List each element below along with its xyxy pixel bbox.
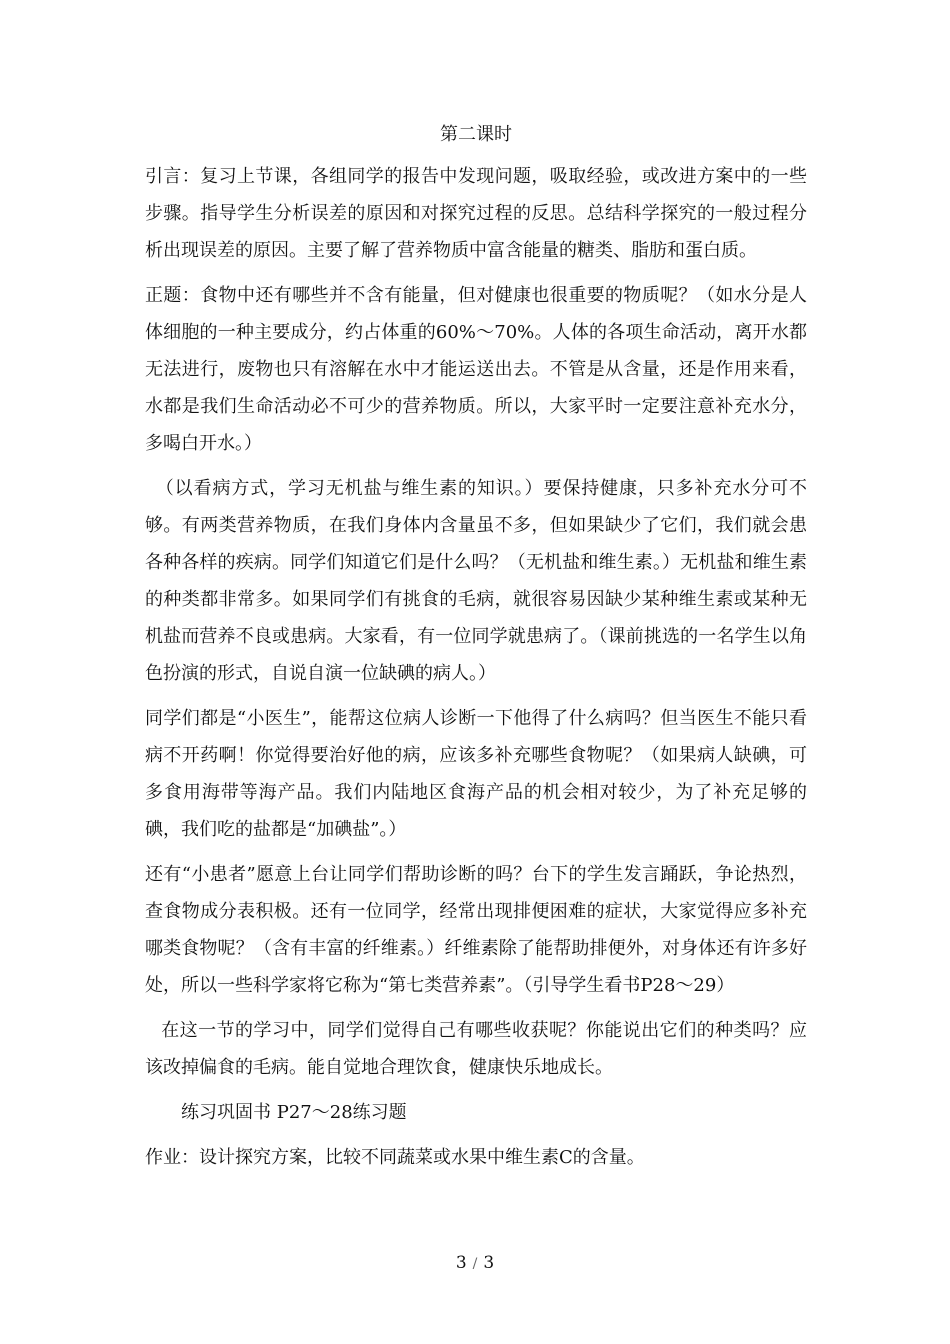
fiber-paragraph: 还有“小患者”愿意上台让同学们帮助诊断的吗？台下的学生发言踊跃，争论热烈，查食物成分表积极。还有一位同学，经常出现排便困难的症状，大家觉得应多补充哪类食物呢？（含有丰富的纤维素。）纤维素除了能帮助排便外，对身体还有许多好处，所以一些科学家将它称为“第七类营养素”。（引导学生看书P28～29） [145, 864, 807, 996]
doctor-paragraph: 同学们都是“小医生”，能帮这位病人诊断一下他得了什么病吗？但当医生不能只看病不开药啊！你觉得要治好他的病，应该多补充哪些食物呢？（如果病人缺碘，可多食用海带等海产品。我们内陆地区食海产品的机会相对较少，为了补充足够的碘，我们吃的盐都是“加碘盐”。） [145, 708, 807, 840]
practice-paragraph: 练习巩固书 P27～28练习题 [181, 1102, 407, 1123]
main-topic-paragraph: 正题：食物中还有哪些并不含有能量，但对健康也很重要的物质呢？（如水分是人体细胞的一种主要成分，约占体重的60%～70%。人体的各项生命活动，离开水都无法进行，废物也只有溶解在水中才能运送出去。不管是从含量，还是作用来看，水都是我们生命活动必不可少的营养物质。所以，大家平时一定要注意补充水分，多喝白开水。） [145, 285, 807, 454]
minerals-vitamins-paragraph: （以看病方式，学习无机盐与维生素的知识。）要保持健康，只多补充水分可不够。有两类营养物质，在我们身体内含量虽不多，但如果缺少了它们，我们就会患各种各样的疾病。同学们知道它们是什么吗？（无机盐和维生素。）无机盐和维生素的种类都非常多。如果同学们有挑食的毛病，就很容易因缺少某种维生素或某种无机盐而营养不良或患病。大家看，有一位同学就患病了。（课前挑选的一名学生以角色扮演的形式，自说自演一位缺碘的病人。） [145, 478, 807, 684]
lesson-title: 第二课时 [440, 124, 512, 145]
document-body [145, 120, 807, 1184]
page-number [0, 1250, 950, 1277]
homework-paragraph: 作业：设计探究方案，比较不同蔬菜或水果中维生素C的含量。 [145, 1147, 645, 1168]
total-pages: 3 [483, 1253, 495, 1273]
intro-paragraph: 引言：复习上节课，各组同学的报告中发现问题，吸取经验，或改进方案中的一些步骤。指导学生分析误差的原因和对探究过程的反思。总结科学探究的一般过程分析出现误差的原因。主要了解了营养物质中富含能量的糖类、脂肪和蛋白质。 [145, 166, 807, 261]
current-page: 3 [455, 1253, 467, 1273]
summary-paragraph: 在这一节的学习中，同学们觉得自己有哪些收获呢？你能说出它们的种类吗？应该改掉偏食的毛病。能自觉地合理饮食，健康快乐地成长。 [145, 1020, 807, 1078]
page-separator: / [472, 1256, 478, 1272]
